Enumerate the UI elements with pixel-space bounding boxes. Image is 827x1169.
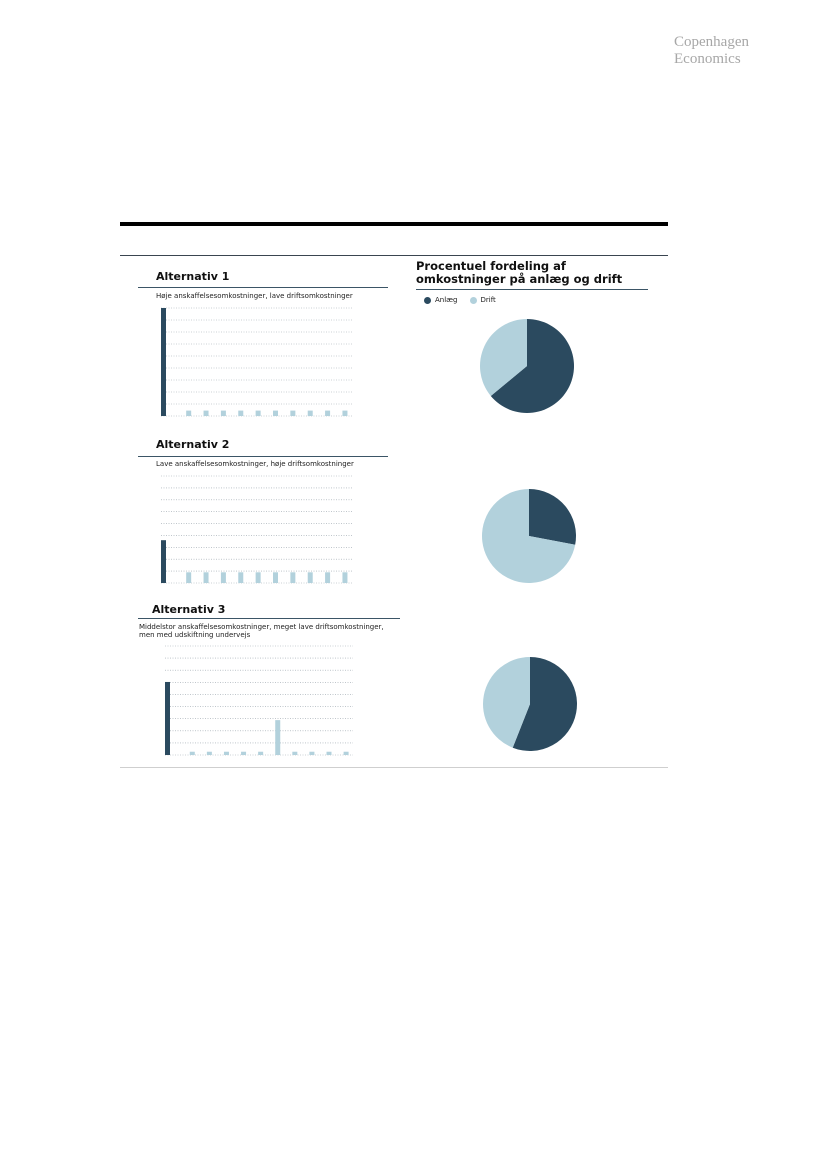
chart2-bar <box>204 572 209 583</box>
alt2-title: Alternativ 2 <box>156 438 230 451</box>
chart3-bar <box>165 682 170 755</box>
chart1-bar <box>308 411 313 416</box>
chart3-bar <box>224 752 229 755</box>
chart2-bar <box>161 540 166 583</box>
alt1-subtitle: Høje anskaffelsesomkostninger, lave driftsomkostninger <box>156 292 353 300</box>
chart1-bar <box>161 308 166 416</box>
chart3-bar <box>292 752 297 755</box>
chart3-bar <box>344 752 349 755</box>
chart1-bar <box>290 411 295 416</box>
legend-label-drift: Drift <box>480 296 496 304</box>
chart1-bar <box>186 411 191 416</box>
chart3-bar <box>258 752 263 755</box>
logo-line-1: Copenhagen <box>674 34 749 50</box>
chart3-bar <box>207 752 212 755</box>
chart1-bar <box>204 411 209 416</box>
chart1-bar <box>238 411 243 416</box>
chart3-bar <box>190 752 195 755</box>
chart3-bar <box>275 720 280 755</box>
chart1-bar <box>325 411 330 416</box>
alt3-subtitle: Middelstor anskaffelsesomkostninger, meget lave driftsomkostninger, men med udskiftning undervejs <box>139 623 384 639</box>
chart1-bar <box>256 411 261 416</box>
pie2-slice-anlaeg <box>529 489 576 545</box>
alt3-title: Alternativ 3 <box>152 603 226 616</box>
chart3-bar <box>241 752 246 755</box>
chart3-bar <box>309 752 314 755</box>
alt1-title: Alternativ 1 <box>156 270 230 283</box>
chart1-bar <box>342 411 347 416</box>
chart2-bar <box>186 572 191 583</box>
chart1-bar <box>221 411 226 416</box>
chart2-bar <box>325 572 330 583</box>
chart3-bar <box>327 752 332 755</box>
chart2-bar <box>308 572 313 583</box>
chart2-bar <box>273 572 278 583</box>
legend-label-anlaeg: Anlæg <box>435 296 458 304</box>
chart2-bar <box>238 572 243 583</box>
chart1-bar <box>273 411 278 416</box>
alt2-subtitle: Lave anskaffelsesomkostninger, høje driftsomkostninger <box>156 460 354 468</box>
logo-line-2: Economics <box>674 51 741 67</box>
chart2-bar <box>256 572 261 583</box>
chart2-bar <box>290 572 295 583</box>
pie-section-title: Procentuel fordeling af omkostninger på anlæg og drift <box>416 259 623 286</box>
chart2-bar <box>342 572 347 583</box>
chart2-bar <box>221 572 226 583</box>
